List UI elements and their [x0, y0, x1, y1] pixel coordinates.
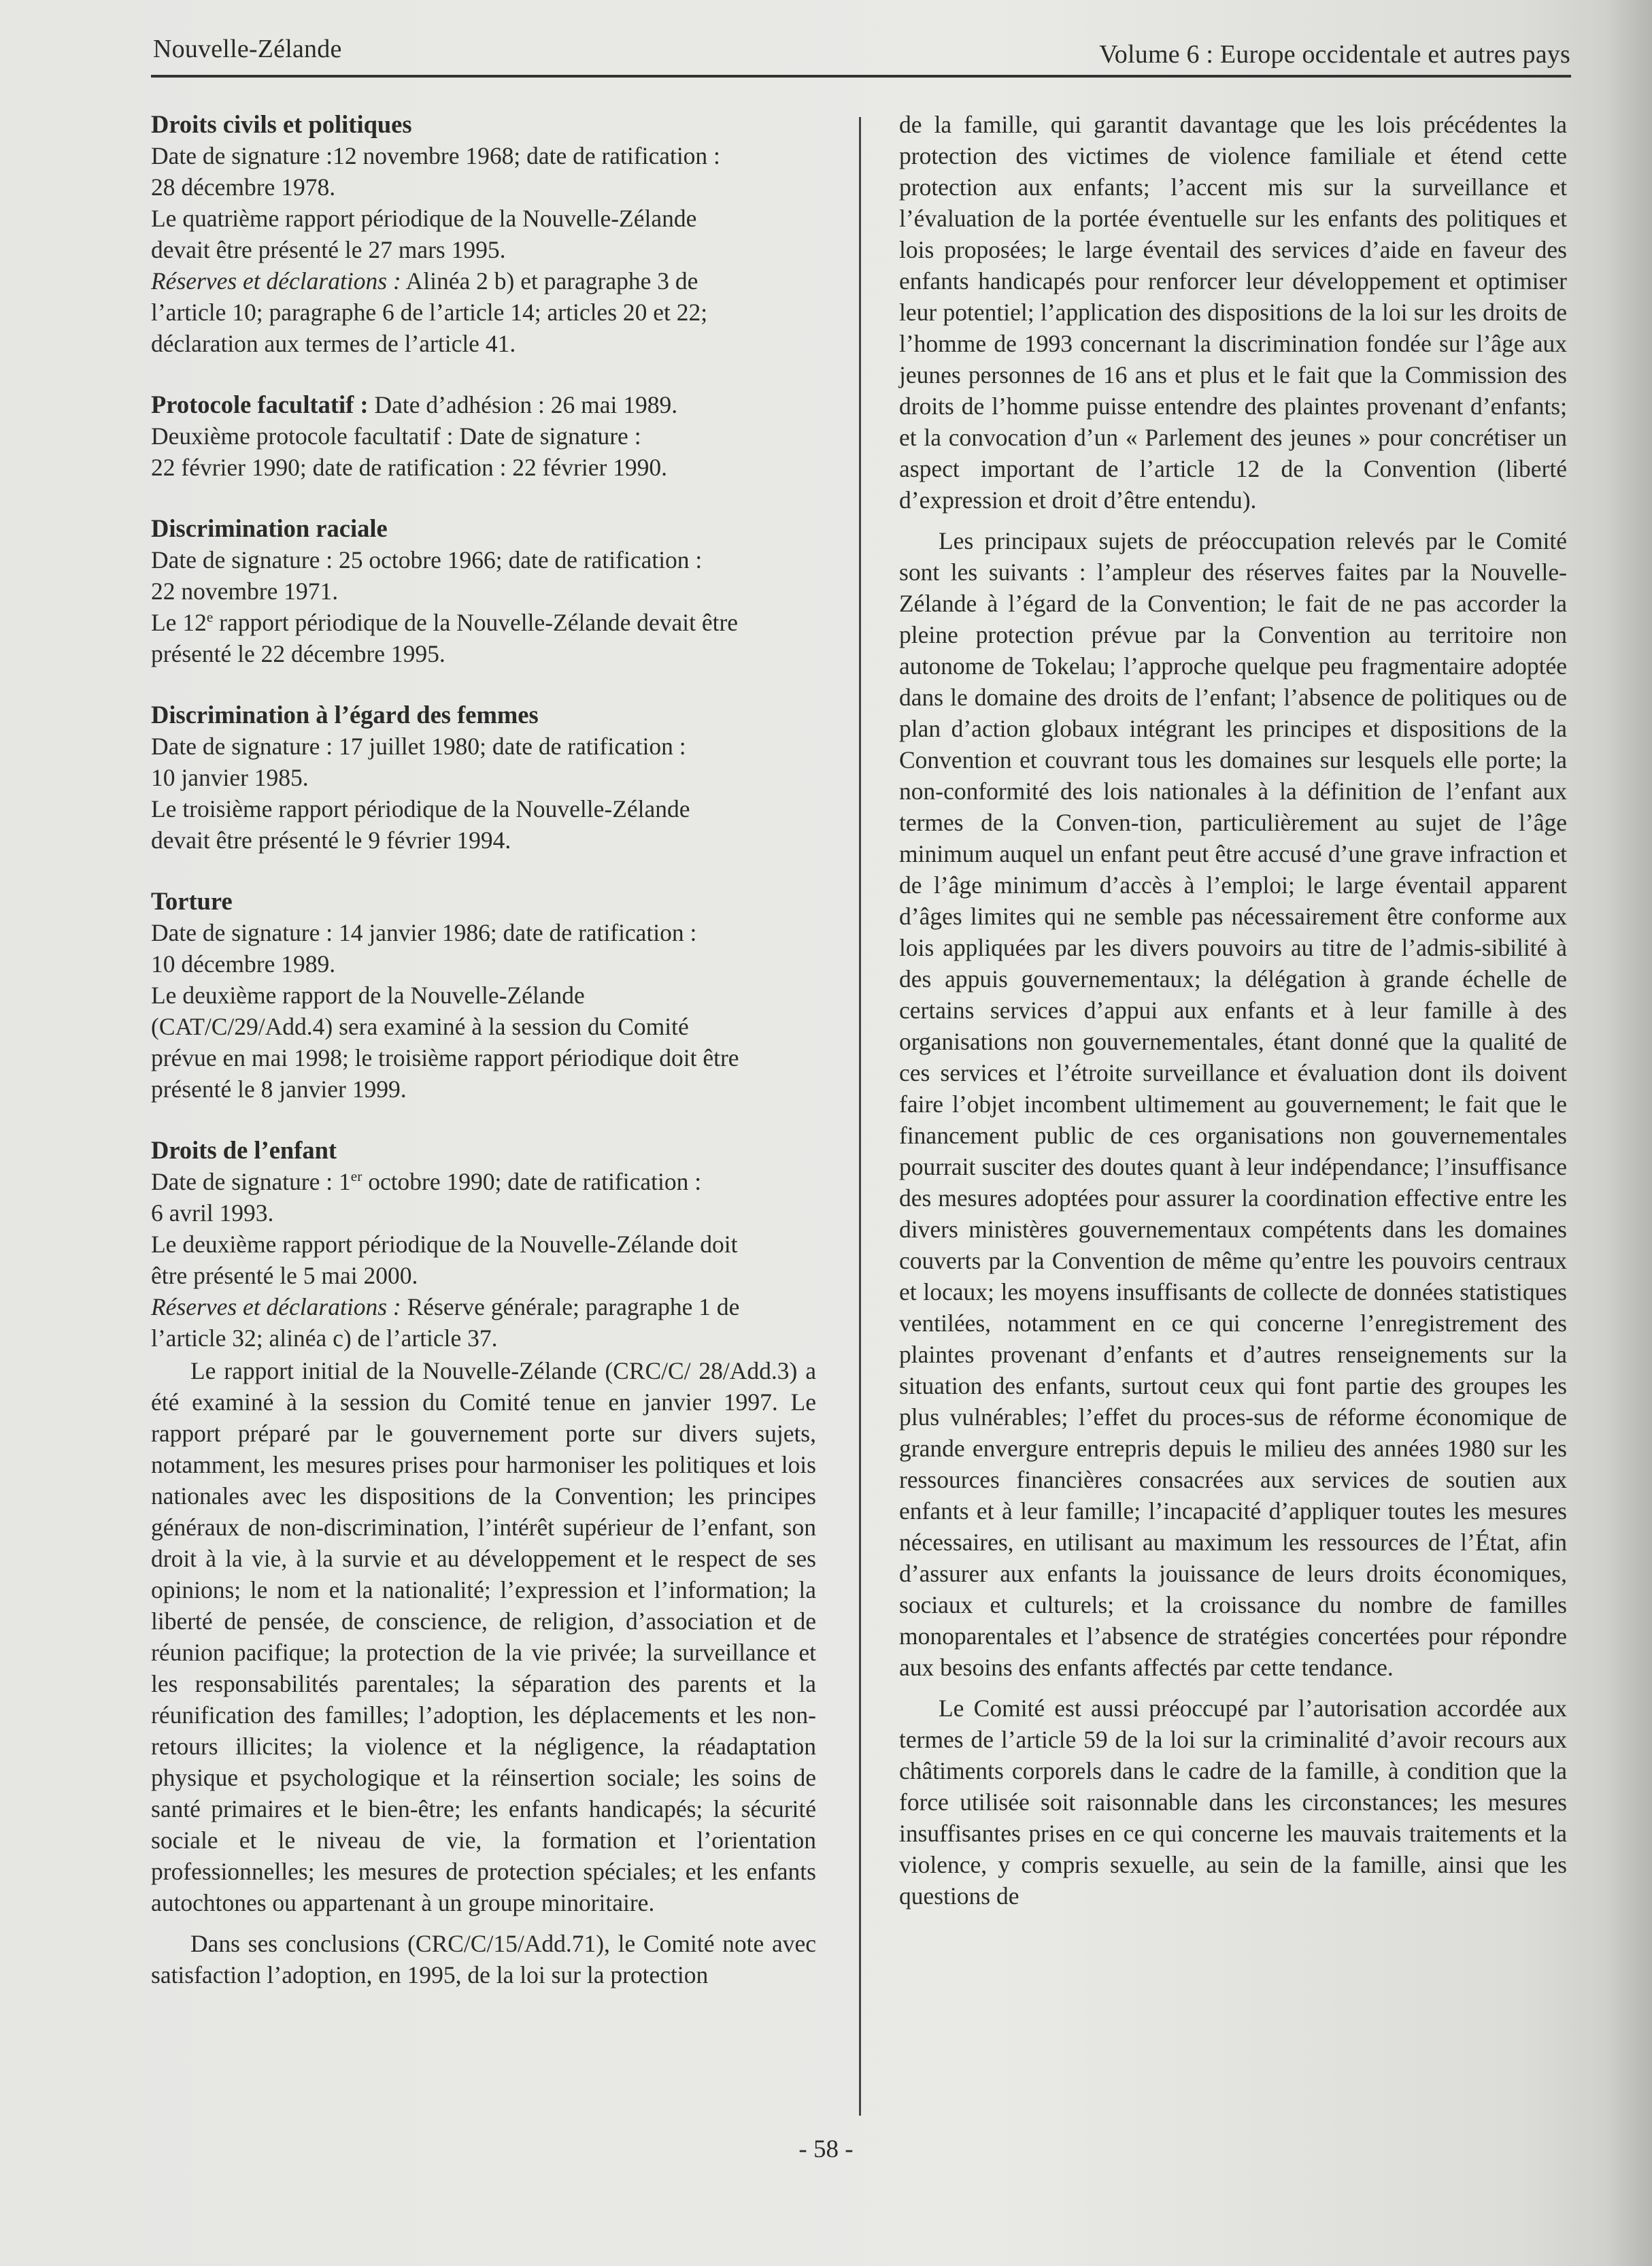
body-paragraph: Les principaux sujets de préoccupation relevés par le Comité sont les suivants : l’ampleur des réserves faites par la Nouvelle-Zélande à l’égard de la Convention; le fait de ne pas accorder la pleine protection prévue par la Convention au territoire non autonome de Tokelau; l’approche quelque peu fragmentaire adoptée dans le domaine des droits de l’enfant; l’absence de politiques ou de plan d’action globaux intégrant les principes et dispositions de la Convention et couvrant tous les domaines sur lesquels elle porte; la non-conformité des lois nationales à la définition de l’enfant aux termes de la Conven-tion, particulièrement au sujet de l’âge minimum auquel un enfant peut être accusé d’une grave infraction et de l’âge minimum d’accès à l’emploi; le large éventail apparent d’âges limites qui ne semble pas nécessairement être conforme aux lois appliquées par les divers pouvoirs au titre de l’admis-sibilité à des appuis gouvernementaux; la délégation à grande échelle de certains services d’appui aux enfants et à leur famille à des organisations non gouvernementales, étant donné que la qualité de ces services et l’étroite surveillance et évaluation dont ils doivent faire l’objet incombent ultimement au gouvernement; le fait que le financement public de ces organisations non gouvernementales pourrait susciter des doutes quant à leur indépendance; l’insuffisance des mesures adoptées pour assurer la coordination effective entre les divers ministères gouvernementaux compétents dans les domaines couverts par la Convention de même qu’entre les pouvoirs centraux et locaux; les moyens insuffisants de collecte de données statistiques ventilées, notamment en ce qui concerne l’enregistrement des plaintes provenant d’enfants et d’autres renseignements sur la situation des enfants, surtout ceux qui font partie des groupes les plus vulnérables; l’effet du proces-sus de réforme économique de grande envergure entrepris depuis le milieu des années 1980 sur les ressources financières consacrées aux services de soutien aux enfants et à leur famille; l’incapacité d’appliquer toutes les mesures nécessaires, en utilisant au maximum les ressources de l’État, afin d’assurer aux enfants la jouissance de leurs droits économiques, sociaux et culturels; et la croissance du nombre de familles monoparentales et l’absence de stratégies concertées pour répondre aux besoins des enfants affectés par cette tendance.	[899, 527, 1567, 1681]
report-line: devait être présenté le 9 février 1994.	[151, 827, 511, 854]
protocol-accession: Date d’adhésion : 26 mai 1989.	[368, 391, 678, 418]
report-line: Le deuxième rapport périodique de la Nouvelle-Zélande doit	[151, 1231, 738, 1258]
signature-line: Date de signature :12 novembre 1968; date de ratification :	[151, 142, 720, 169]
body-paragraph: Le Comité est aussi préoccupé par l’autorisation accordée aux termes de l’article 59 de la loi sur la criminalité d’avoir recours aux châtiments corporels dans le cadre de la famille, à condition que la force utilisée soit raisonnable dans les circonstances; les mesures insuffisantes prises en ce qui concerne les mauvais traitements et la violence, y compris sexuelle, au sein de la famille, ainsi que les questions de	[899, 1695, 1567, 1910]
reservations-text: Réserve générale; paragraphe 1 de	[401, 1293, 740, 1320]
report-line: présenté le 22 décembre 1995.	[151, 640, 445, 667]
reservations-text: l’article 10; paragraphe 6 de l’article 14; articles 20 et 22;	[151, 299, 708, 326]
section-title: Droits de l’enfant	[151, 1136, 337, 1164]
report-line	[151, 607, 816, 638]
reservations-line	[151, 1291, 816, 1322]
signature-text: octobre 1990; date de ratification :	[362, 1168, 702, 1195]
column-divider	[859, 117, 861, 2116]
ordinal-superscript: e	[206, 609, 214, 626]
report-text: rapport périodique de la Nouvelle-Zélande devait être	[213, 609, 739, 636]
report-text: Le 12	[151, 609, 207, 636]
reservations-text: Alinéa 2 b) et paragraphe 3 de	[401, 267, 698, 295]
second-protocol-line: Deuxième protocole facultatif : Date de signature :	[151, 422, 641, 450]
signature-text: Date de signature : 1	[151, 1168, 351, 1195]
section-optional-protocol	[151, 389, 816, 483]
protocol-line	[151, 389, 816, 420]
body-paragraph: de la famille, qui garantit davantage que les lois précédentes la protection des victimes de violence familiale et étend cette protection aux enfants; l’accent mis sur la surveillance et l’évaluation de la portée éventuelle sur les enfants des politiques et lois proposées; le large éventail des services d’aide en faveur des enfants handicapés pour renforcer leur développement et optimiser leur potentiel; l’application des dispositions de la loi sur les droits de l’homme de 1993 concernant la discrimination fondée sur l’âge aux jeunes personnes de 16 ans et plus et le fait que la Commission des droits de l’homme puisse entendre des plaintes provenant d’enfants; et la convocation d’un « Parlement des jeunes » pour concrétiser un aspect important de l’article 12 de la Convention (liberté d’expression et droit d’être entendu).	[899, 111, 1567, 514]
header-rule	[151, 75, 1571, 78]
ratification-date: 10 janvier 1985.	[151, 764, 309, 791]
report-line: (CAT/C/29/Add.4) sera examiné à la session du Comité	[151, 1013, 689, 1040]
ordinal-superscript: er	[350, 1168, 363, 1185]
reservations-text: déclaration aux termes de l’article 41.	[151, 330, 516, 357]
report-line: Le deuxième rapport de la Nouvelle-Zélande	[151, 982, 585, 1009]
header-volume: Volume 6 : Europe occidentale et autres pays	[1099, 40, 1570, 69]
body-paragraph: Dans ses conclusions (CRC/C/15/Add.71), le Comité note avec satisfaction l’adoption, en 1995, de la loi sur la protection	[151, 1930, 816, 1988]
report-line: Le troisième rapport périodique de la Nouvelle-Zélande	[151, 795, 690, 822]
section-title: Protocole facultatif :	[151, 390, 369, 418]
body-paragraph: Le rapport initial de la Nouvelle-Zélande (CRC/C/ 28/Add.3) a été examiné à la session du Comité tenue en janvier 1997. Le rapport préparé par le gouvernement porte sur divers sujets, notamment, les mesures prises pour harmoniser les politiques et lois nationales avec les dispositions de la Convention; les principes généraux de non-discrimination, l’intérêt supérieur de l’enfant, son droit à la vie, à la survie et au développement et le respect de ses opinions; le nom et la nationalité; l’expression et l’information; la liberté de pensée, de conscience, de religion, d’association et de réunion pacifique; la protection de la vie privée; la surveillance et les responsabilités parentales; la séparation des parents et la réunification des familles; l’adoption, les déplacements et les non-retours illicites; la violence et la négligence, la réadaptation physique et psychologique et la réinsertion sociale; les soins de santé primaires et le bien-être; les enfants handicapés; la sécurité sociale et le niveau de vie, la formation et l’orientation professionnelles; les mesures de protection spéciales; et les enfants autochtones ou appartenant à un groupe minoritaire.	[151, 1357, 816, 1916]
ratification-date: 22 novembre 1971.	[151, 578, 339, 605]
section-child-rights	[151, 1135, 816, 1990]
reservations-line	[151, 265, 816, 297]
reservations-text: l’article 32; alinéa c) de l’article 37.	[151, 1324, 498, 1352]
section-title: Torture	[151, 887, 233, 915]
section-racial-discrimination	[151, 513, 816, 669]
ratification-date: 28 décembre 1978.	[151, 173, 336, 201]
report-line: être présenté le 5 mai 2000.	[151, 1262, 418, 1289]
reservations-label: Réserves et déclarations :	[151, 267, 401, 295]
left-column	[151, 109, 816, 2000]
header-country: Nouvelle-Zélande	[153, 35, 342, 63]
page-edge-shadow	[1604, 0, 1652, 2266]
report-line: présenté le 8 janvier 1999.	[151, 1076, 407, 1103]
signature-line: Date de signature : 25 octobre 1966; date de ratification :	[151, 546, 703, 573]
right-column	[899, 109, 1567, 1921]
signature-line	[151, 1166, 816, 1197]
section-title: Droits civils et politiques	[151, 110, 412, 138]
section-torture	[151, 886, 816, 1105]
section-civil-political	[151, 109, 816, 359]
ratification-date: 10 décembre 1989.	[151, 950, 336, 978]
signature-line: Date de signature : 14 janvier 1986; date de ratification :	[151, 919, 697, 946]
reservations-label: Réserves et déclarations :	[151, 1293, 401, 1320]
section-title: Discrimination à l’égard des femmes	[151, 701, 539, 729]
report-line: devait être présenté le 27 mars 1995.	[151, 236, 506, 263]
page-number: - 58 -	[798, 2135, 854, 2163]
report-line: prévue en mai 1998; le troisième rapport périodique doit être	[151, 1044, 739, 1071]
second-protocol-dates: 22 février 1990; date de ratification : 22 février 1990.	[151, 454, 668, 481]
section-discrimination-women	[151, 699, 816, 856]
signature-line: Date de signature : 17 juillet 1980; date de ratification :	[151, 733, 686, 760]
ratification-date: 6 avril 1993.	[151, 1199, 274, 1227]
report-line: Le quatrième rapport périodique de la Nouvelle-Zélande	[151, 205, 697, 232]
section-title: Discrimination raciale	[151, 514, 388, 542]
